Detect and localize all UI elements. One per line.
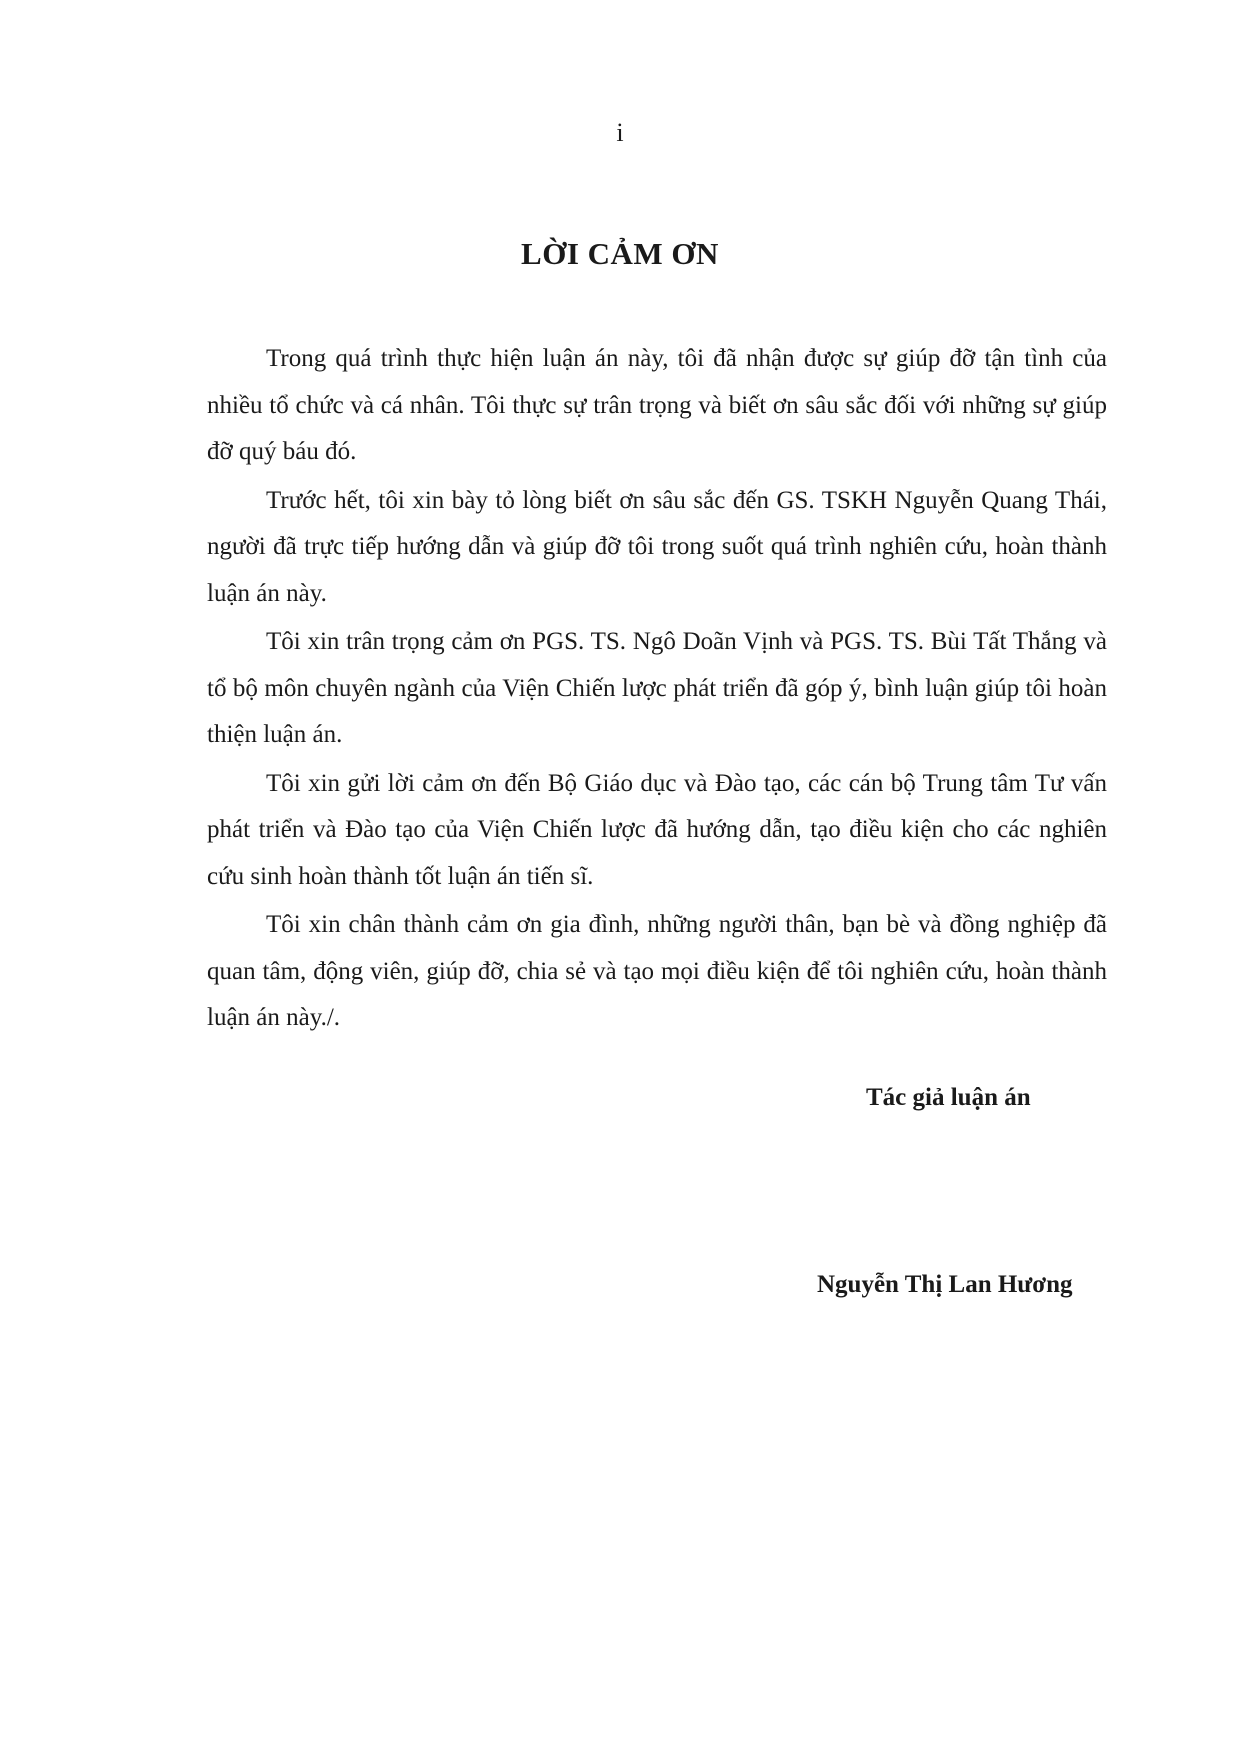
signature-name: Nguyễn Thị Lan Hương <box>817 1271 1073 1298</box>
page-title: LỜI CẢM ƠN <box>521 236 719 271</box>
paragraph-3: Tôi xin trân trọng cảm ơn PGS. TS. Ngô Doãn Vịnh và PGS. TS. Bùi Tất Thắng và tổ bộ môn chuyên ngành của Viện Chiến lược phát triển đã góp ý, bình luận giúp tôi hoàn thiện luận án. <box>207 628 1107 748</box>
paragraph-4: Tôi xin gửi lời cảm ơn đến Bộ Giáo dục và Đào tạo, các cán bộ Trung tâm Tư vấn phát triển và Đào tạo của Viện Chiến lược đã hướng dẫn, tạo điều kiện cho các nghiên cứu sinh hoàn thành tốt luận án tiến sĩ. <box>207 769 1107 890</box>
page-number: i <box>616 118 624 147</box>
paragraph-1: Trong quá trình thực hiện luận án này, tôi đã nhận được sự giúp đỡ tận tình của nhiều tổ chức và cá nhân. Tôi thực sự trân trọng và biết ơn sâu sắc đối với những sự giúp đỡ quý báu đó. <box>207 345 1107 465</box>
paragraph-5: Tôi xin chân thành cảm ơn gia đình, những người thân, bạn bè và đồng nghiệp đã quan tâm, động viên, giúp đỡ, chia sẻ và tạo mọi điều kiện để tôi nghiên cứu, hoàn thành luận án này./. <box>207 911 1107 1031</box>
signature-role: Tác giả luận án <box>866 1084 1031 1111</box>
acknowledgement-body <box>207 336 1107 1044</box>
paragraph-2: Trước hết, tôi xin bày tỏ lòng biết ơn sâu sắc đến GS. TSKH Nguyễn Quang Thái, người đã trực tiếp hướng dẫn và giúp đỡ tôi trong suốt quá trình nghiên cứu, hoàn thành luận án này. <box>207 486 1107 607</box>
